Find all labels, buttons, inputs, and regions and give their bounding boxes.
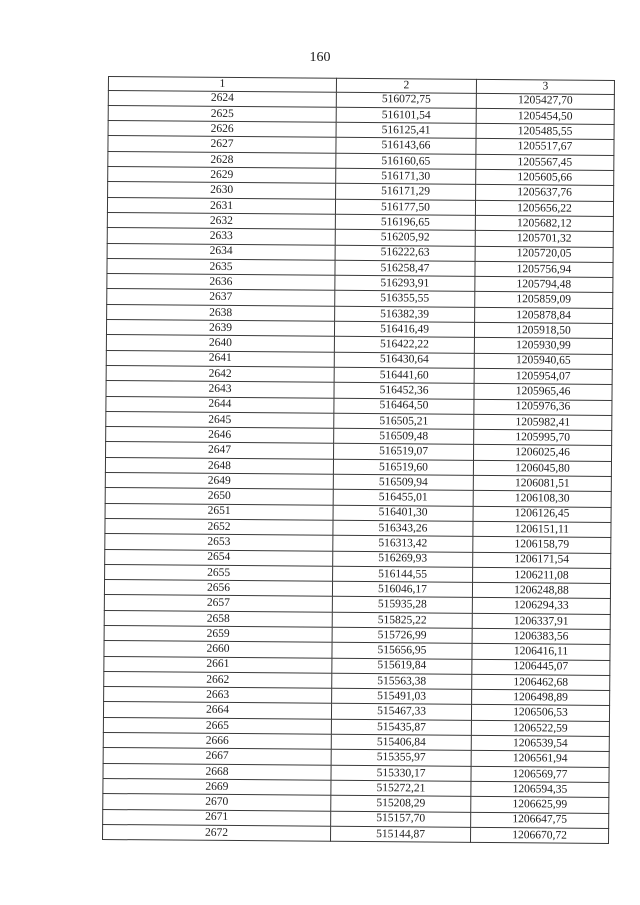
y-coordinate-cell: 1206158,79 (473, 537, 611, 553)
y-coordinate-cell: 1206498,89 (472, 690, 610, 706)
point-number-cell: 2631 (107, 197, 335, 214)
x-coordinate-cell: 515935,28 (332, 597, 472, 613)
point-number-cell: 2652 (105, 518, 333, 535)
x-coordinate-cell: 516509,94 (333, 474, 473, 490)
y-coordinate-cell: 1206416,11 (472, 644, 610, 660)
x-coordinate-cell: 516355,55 (335, 291, 475, 307)
y-coordinate-cell: 1205427,70 (476, 93, 614, 109)
y-coordinate-cell: 1206171,54 (473, 552, 611, 568)
point-number-cell: 2664 (103, 702, 331, 719)
x-coordinate-cell: 516509,48 (334, 428, 474, 444)
x-coordinate-cell: 516430,64 (334, 352, 474, 368)
point-number-cell: 2638 (107, 304, 335, 321)
point-number-cell: 2662 (104, 671, 332, 688)
y-coordinate-cell: 1206625,99 (471, 797, 609, 813)
y-coordinate-cell: 1206126,45 (473, 506, 611, 522)
x-coordinate-cell: 515144,87 (331, 826, 471, 842)
x-coordinate-cell: 516177,50 (335, 199, 475, 215)
point-number-cell: 2669 (103, 778, 331, 795)
point-number-cell: 2643 (106, 381, 334, 398)
point-number-cell: 2646 (106, 427, 334, 444)
y-coordinate-cell: 1206462,68 (472, 674, 610, 690)
x-coordinate-cell: 516171,29 (336, 184, 476, 200)
y-coordinate-cell: 1206248,88 (472, 582, 610, 598)
x-coordinate-cell: 516269,93 (333, 551, 473, 567)
y-coordinate-cell: 1205982,41 (474, 414, 612, 430)
x-coordinate-cell: 516505,21 (334, 413, 474, 429)
x-coordinate-cell: 516452,36 (334, 383, 474, 399)
x-coordinate-cell: 516416,49 (334, 321, 474, 337)
y-coordinate-cell: 1205701,32 (475, 231, 613, 247)
y-coordinate-cell: 1206337,91 (472, 613, 610, 629)
x-coordinate-cell: 515619,84 (332, 658, 472, 674)
point-number-cell: 2625 (108, 105, 336, 122)
point-number-cell: 2644 (106, 396, 334, 413)
y-coordinate-cell: 1206594,35 (471, 781, 609, 797)
y-coordinate-cell: 1206569,77 (471, 766, 609, 782)
y-coordinate-cell: 1206108,30 (473, 491, 611, 507)
y-coordinate-cell: 1205940,65 (474, 353, 612, 369)
x-coordinate-cell: 515355,97 (331, 750, 471, 766)
x-coordinate-cell: 515726,99 (332, 627, 472, 643)
y-coordinate-cell: 1205720,05 (475, 246, 613, 262)
point-number-cell: 2672 (103, 824, 331, 841)
y-coordinate-cell: 1205567,45 (476, 154, 614, 170)
page-number: 160 (309, 50, 331, 65)
x-coordinate-cell: 516422,22 (334, 337, 474, 353)
y-coordinate-cell: 1205485,55 (476, 124, 614, 140)
x-coordinate-cell: 516196,65 (335, 214, 475, 230)
x-coordinate-cell: 516464,50 (334, 398, 474, 414)
x-coordinate-cell: 516343,26 (333, 520, 473, 536)
point-number-cell: 2660 (104, 641, 332, 658)
column-header: 1 (108, 77, 336, 92)
point-number-cell: 2639 (106, 320, 334, 337)
point-number-cell: 2661 (104, 656, 332, 673)
x-coordinate-cell: 516125,41 (336, 122, 476, 138)
y-coordinate-cell: 1205930,99 (474, 338, 612, 354)
x-coordinate-cell: 516160,65 (336, 153, 476, 169)
point-number-cell: 2649 (105, 473, 333, 490)
y-coordinate-cell: 1206025,46 (474, 445, 612, 461)
y-coordinate-cell: 1205859,09 (475, 292, 613, 308)
y-coordinate-cell: 1205995,70 (474, 430, 612, 446)
y-coordinate-cell: 1206522,59 (471, 720, 609, 736)
point-number-cell: 2624 (108, 90, 336, 107)
y-coordinate-cell: 1206294,33 (472, 598, 610, 614)
coordinates-table (102, 76, 615, 844)
x-coordinate-cell: 515491,03 (332, 688, 472, 704)
y-coordinate-cell: 1205637,76 (476, 185, 614, 201)
point-number-cell: 2659 (104, 625, 332, 642)
point-number-cell: 2665 (103, 717, 331, 734)
x-coordinate-cell: 515330,17 (331, 765, 471, 781)
point-number-cell: 2670 (103, 794, 331, 811)
y-coordinate-cell: 1205794,48 (475, 277, 613, 293)
point-number-cell: 2637 (107, 289, 335, 306)
x-coordinate-cell: 516441,60 (334, 367, 474, 383)
point-number-cell: 2632 (107, 212, 335, 229)
x-coordinate-cell: 515467,33 (331, 704, 471, 720)
y-coordinate-cell: 1205517,67 (476, 139, 614, 155)
point-number-cell: 2667 (103, 748, 331, 765)
point-number-cell: 2658 (104, 610, 332, 627)
x-coordinate-cell: 516519,07 (334, 444, 474, 460)
x-coordinate-cell: 516293,91 (335, 275, 475, 291)
y-coordinate-cell: 1205918,50 (474, 322, 612, 338)
y-coordinate-cell: 1205605,66 (476, 169, 614, 185)
x-coordinate-cell: 516222,63 (335, 245, 475, 261)
x-coordinate-cell: 516143,66 (336, 138, 476, 154)
y-coordinate-cell: 1206561,94 (471, 751, 609, 767)
point-number-cell: 2651 (105, 503, 333, 520)
point-number-cell: 2648 (105, 457, 333, 474)
y-coordinate-cell: 1206151,11 (473, 521, 611, 537)
x-coordinate-cell: 516046,17 (332, 581, 472, 597)
y-coordinate-cell: 1205976,36 (474, 399, 612, 415)
y-coordinate-cell: 1206539,54 (471, 735, 609, 751)
point-number-cell: 2627 (108, 136, 336, 153)
point-number-cell: 2645 (106, 411, 334, 428)
point-number-cell: 2642 (106, 365, 334, 382)
point-number-cell: 2666 (103, 733, 331, 750)
point-number-cell: 2671 (103, 809, 331, 826)
y-coordinate-cell: 1205878,84 (475, 307, 613, 323)
x-coordinate-cell: 515406,84 (331, 734, 471, 750)
column-header: 2 (336, 78, 476, 93)
point-number-cell: 2636 (107, 274, 335, 291)
x-coordinate-cell: 516258,47 (335, 260, 475, 276)
point-number-cell: 2668 (103, 763, 331, 780)
x-coordinate-cell: 515208,29 (331, 796, 471, 812)
point-number-cell: 2657 (104, 595, 332, 612)
point-number-cell: 2630 (108, 182, 336, 199)
y-coordinate-cell: 1206081,51 (473, 475, 611, 491)
point-number-cell: 2635 (107, 258, 335, 275)
x-coordinate-cell: 516455,01 (333, 490, 473, 506)
y-coordinate-cell: 1205656,22 (475, 200, 613, 216)
x-coordinate-cell: 515272,21 (331, 780, 471, 796)
y-coordinate-cell: 1206045,80 (473, 460, 611, 476)
y-coordinate-cell: 1206211,08 (473, 567, 611, 583)
x-coordinate-cell: 516205,92 (335, 230, 475, 246)
point-number-cell: 2653 (105, 534, 333, 551)
x-coordinate-cell: 516519,60 (333, 459, 473, 475)
point-number-cell: 2641 (106, 350, 334, 367)
x-coordinate-cell: 515435,87 (331, 719, 471, 735)
y-coordinate-cell: 1206670,72 (470, 827, 608, 843)
x-coordinate-cell: 515825,22 (332, 612, 472, 628)
point-number-cell: 2628 (108, 151, 336, 168)
point-number-cell: 2655 (105, 564, 333, 581)
table-row (103, 824, 609, 843)
y-coordinate-cell: 1206647,75 (471, 812, 609, 828)
x-coordinate-cell: 516382,39 (335, 306, 475, 322)
x-coordinate-cell: 516401,30 (333, 505, 473, 521)
y-coordinate-cell: 1205756,94 (475, 261, 613, 277)
point-number-cell: 2654 (105, 549, 333, 566)
point-number-cell: 2629 (108, 167, 336, 184)
y-coordinate-cell: 1206506,53 (471, 705, 609, 721)
y-coordinate-cell: 1205965,46 (474, 384, 612, 400)
point-number-cell: 2656 (104, 580, 332, 597)
y-coordinate-cell: 1206383,56 (472, 628, 610, 644)
point-number-cell: 2640 (106, 335, 334, 352)
y-coordinate-cell: 1205454,50 (476, 108, 614, 124)
point-number-cell: 2626 (108, 121, 336, 138)
point-number-cell: 2650 (105, 488, 333, 505)
x-coordinate-cell: 516313,42 (333, 535, 473, 551)
x-coordinate-cell: 516171,30 (336, 168, 476, 184)
x-coordinate-cell: 516072,75 (336, 92, 476, 108)
y-coordinate-cell: 1206445,07 (472, 659, 610, 675)
x-coordinate-cell: 515656,95 (332, 643, 472, 659)
y-coordinate-cell: 1205682,12 (475, 215, 613, 231)
x-coordinate-cell: 515157,70 (331, 811, 471, 827)
x-coordinate-cell: 516144,55 (333, 566, 473, 582)
column-header: 3 (476, 79, 614, 94)
point-number-cell: 2634 (107, 243, 335, 260)
y-coordinate-cell: 1205954,07 (474, 368, 612, 384)
x-coordinate-cell: 516101,54 (336, 107, 476, 123)
point-number-cell: 2663 (104, 687, 332, 704)
point-number-cell: 2633 (107, 228, 335, 245)
x-coordinate-cell: 515563,38 (332, 673, 472, 689)
point-number-cell: 2647 (106, 442, 334, 459)
